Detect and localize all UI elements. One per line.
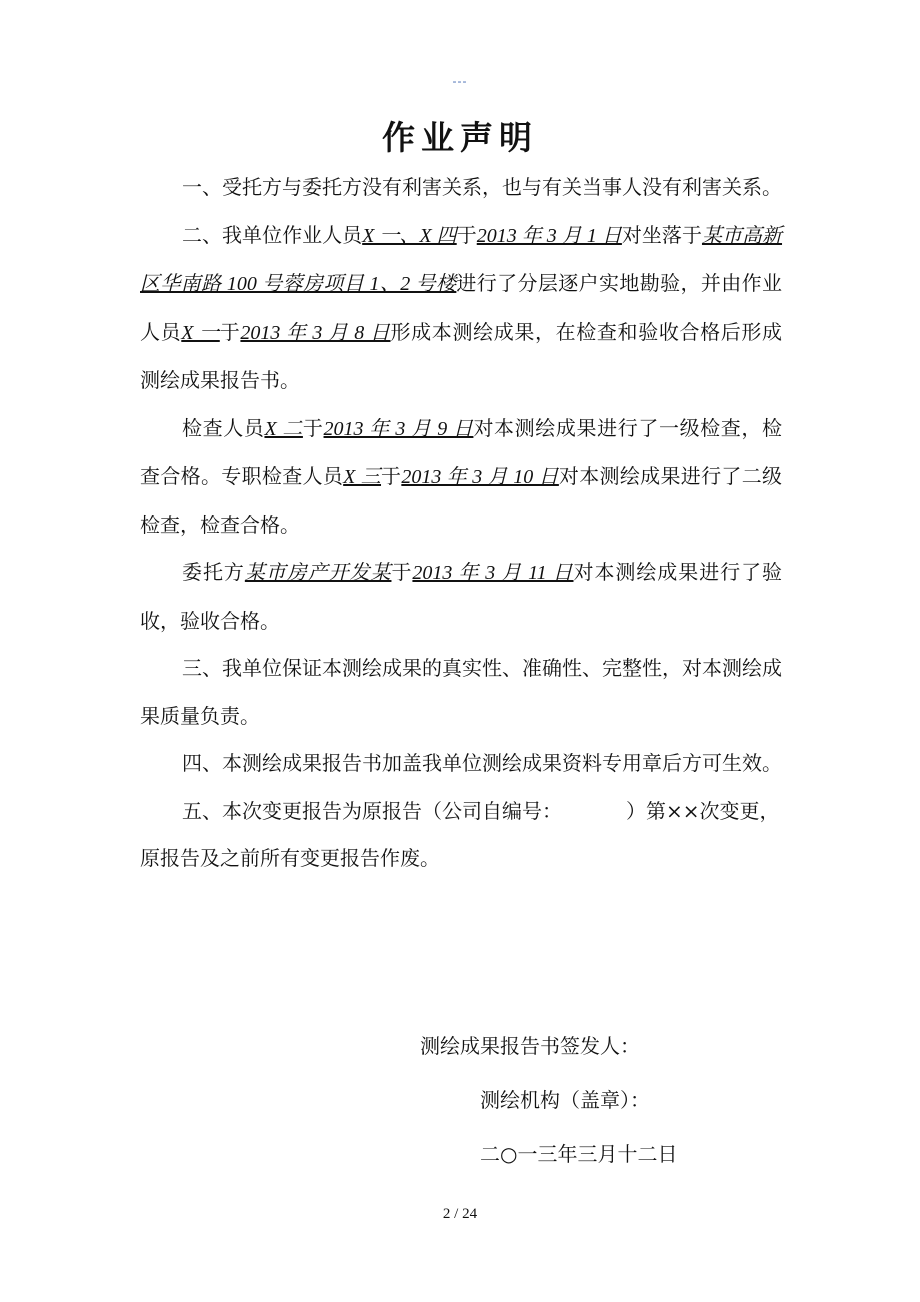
clause-3-text: 三、我单位保证本测绘成果的真实性、准确性、完整性，对本测绘成果质量负责。 [140, 656, 782, 728]
inspector-2-field: X 三 [343, 466, 382, 488]
inspection-text-5: 对本测绘成果进行了二级检查，检查合格。 [140, 464, 783, 537]
acceptance-date-field: 2013 年 3 月 11 日 [412, 562, 574, 584]
inspection-text-4: 于 [381, 464, 402, 488]
clause-2-text-3: 对坐落于 [621, 222, 702, 247]
clause-5 [140, 788, 782, 883]
clause-3 [140, 645, 782, 740]
clause-2-text-5: 于 [219, 319, 241, 344]
clause-2-text-2: 于 [456, 222, 477, 247]
inspection-text-3: 对本测绘成果进行了一级检查，检查合格。专职检查人员 [140, 415, 783, 488]
inspection-paragraph [140, 405, 782, 550]
clause-1 [140, 164, 782, 212]
inspection-text-2: 于 [302, 415, 324, 440]
inspection-1-date-field: 2013 年 3 月 9 日 [323, 417, 474, 440]
survey-date-field: 2013 年 3 月 1 日 [476, 224, 622, 247]
inspector-1-field: X 二 [264, 417, 303, 440]
acceptance-text-3: 对本测绘成果进行了验收，验收合格。 [140, 560, 783, 633]
clause-5-text-1: 五、本次变更报告为原报告（公司自编号： [182, 798, 562, 823]
issuer-label: 测绘成果报告书签发人： [420, 1034, 640, 1058]
header-mark: --- [452, 74, 468, 88]
clause-2-text-1: 二、我单位作业人员 [182, 222, 363, 247]
clause-1-text: 一、受托方与委托方没有利害关系，也与有关当事人没有利害关系。 [182, 175, 782, 199]
clause-4-text: 四、本测绘成果报告书加盖我单位测绘成果资料专用章后方可生效。 [182, 751, 782, 775]
inspection-text-1: 检查人员 [182, 415, 265, 440]
clause-2-text-6: 形成本测绘成果，在检查和验收合格后形成测绘成果报告书。 [140, 319, 783, 392]
issue-date: 二○一三年三月十二日 [480, 1142, 678, 1166]
produce-date-field: 2013 年 3 月 8 日 [240, 321, 391, 344]
acceptance-text-1: 委托方 [182, 560, 245, 584]
acceptance-text-2: 于 [391, 560, 413, 584]
inspection-2-date-field: 2013 年 3 月 10 日 [401, 466, 559, 488]
document-title: 作业声明 [382, 118, 538, 157]
clause-2 [140, 212, 782, 405]
clause-5-text-2: ）第××次变更，原报告及之前所有变更报告作废。 [140, 798, 780, 870]
acceptance-paragraph [140, 549, 782, 645]
declaration-body [140, 164, 782, 883]
surveyors-field: X 一、X 四 [362, 224, 457, 247]
clause-4 [140, 740, 782, 788]
client-field: 某市房产开发某 [244, 562, 392, 584]
clause-2-text-4: 进行了分层逐户实地勘验，并由作业人员 [140, 271, 782, 344]
agency-seal-label: 测绘机构（盖章）： [480, 1088, 650, 1112]
location-field: 某市高新区华南路 100 号蓉房项目 1、2 号楼 [140, 224, 783, 295]
producer-field: X 一 [181, 321, 220, 344]
page-number: 2 / 24 [442, 1206, 478, 1222]
